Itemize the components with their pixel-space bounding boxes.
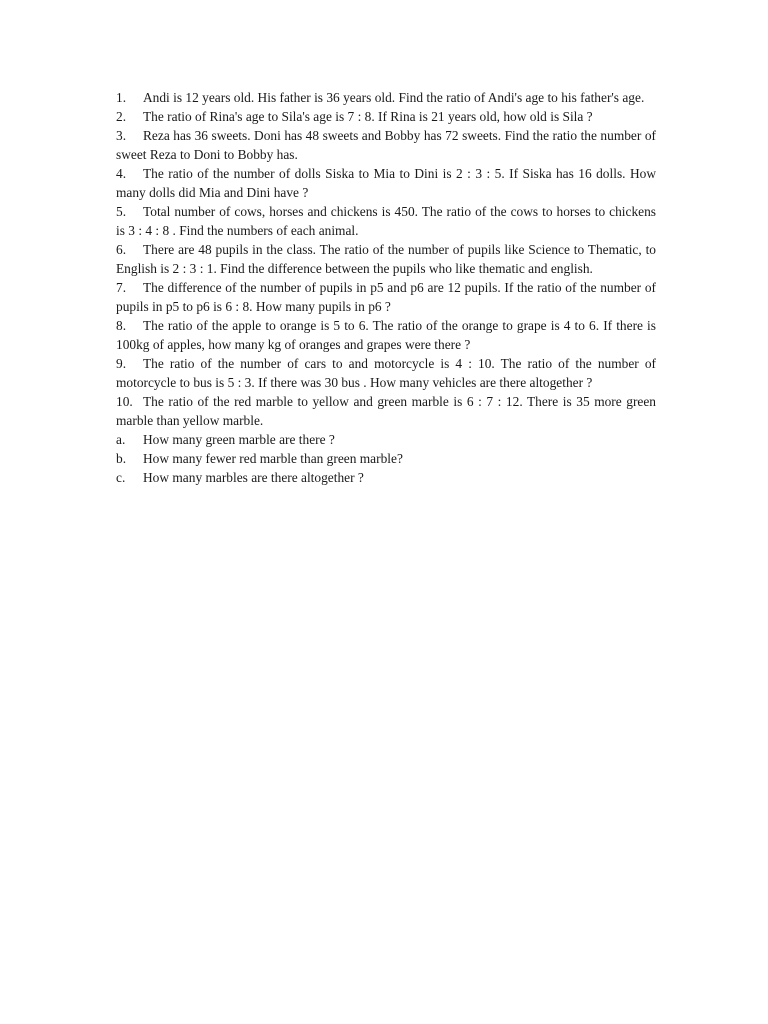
question-text: The difference of the number of pupils in p5 and p6 are 12 pupils. If the ratio of the number of pupils in p5 to p6 is 6 : 8. How many pupils in p6 ? bbox=[116, 280, 656, 314]
question-text: The ratio of the number of dolls Siska to Mia to Dini is 2 : 3 : 5. If Siska has 16 dolls. How many dolls did Mia and Dini have ? bbox=[116, 166, 656, 200]
question-list bbox=[116, 88, 656, 487]
question-text: How many fewer red marble than green marble? bbox=[143, 451, 403, 466]
question-text: How many marbles are there altogether ? bbox=[143, 470, 364, 485]
question-number: a. bbox=[116, 432, 126, 447]
question-number: 7. bbox=[116, 280, 127, 295]
question-2 bbox=[116, 107, 656, 126]
question-5 bbox=[116, 202, 656, 240]
question-number: 4. bbox=[116, 166, 127, 181]
question-text: There are 48 pupils in the class. The ratio of the number of pupils like Science to Thematic, to English is 2 : 3 : 1. Find the difference between the pupils who like thematic and english. bbox=[116, 242, 656, 276]
question-number: 8. bbox=[116, 318, 127, 333]
question-number: b. bbox=[116, 451, 127, 466]
sub-question-b bbox=[116, 449, 656, 468]
question-7 bbox=[116, 278, 656, 316]
question-number: 6. bbox=[116, 242, 127, 257]
sub-question-a bbox=[116, 430, 656, 449]
question-number: 5. bbox=[116, 204, 127, 219]
question-number: 9. bbox=[116, 356, 127, 371]
question-text: The ratio of the number of cars to and motorcycle is 4 : 10. The ratio of the number of motorcycle to bus is 5 : 3. If there was 30 bus . How many vehicles are there altogether ? bbox=[116, 356, 656, 390]
question-number: 2. bbox=[116, 109, 127, 124]
question-text: The ratio of the apple to orange is 5 to 6. The ratio of the orange to grape is 4 to 6. If there is 100kg of apples, how many kg of oranges and grapes were there ? bbox=[116, 318, 656, 352]
question-number: c. bbox=[116, 470, 126, 485]
question-text: Total number of cows, horses and chickens is 450. The ratio of the cows to horses to chickens is 3 : 4 : 8 . Find the numbers of each animal. bbox=[116, 204, 656, 238]
question-number: 10. bbox=[116, 394, 133, 409]
question-text: Andi is 12 years old. His father is 36 years old. Find the ratio of Andi's age to his father's age. bbox=[143, 90, 645, 105]
question-4 bbox=[116, 164, 656, 202]
question-number: 1. bbox=[116, 90, 127, 105]
question-3 bbox=[116, 126, 656, 164]
sub-question-c bbox=[116, 468, 656, 487]
question-text: The ratio of the red marble to yellow and green marble is 6 : 7 : 12. There is 35 more green marble than yellow marble. bbox=[116, 394, 656, 428]
question-text: Reza has 36 sweets. Doni has 48 sweets and Bobby has 72 sweets. Find the ratio the number of sweet Reza to Doni to Bobby has. bbox=[116, 128, 656, 162]
question-6 bbox=[116, 240, 656, 278]
question-10 bbox=[116, 392, 656, 430]
question-1 bbox=[116, 88, 656, 107]
question-text: The ratio of Rina's age to Sila's age is 7 : 8. If Rina is 21 years old, how old is Sila ? bbox=[143, 109, 593, 124]
question-text: How many green marble are there ? bbox=[143, 432, 335, 447]
question-number: 3. bbox=[116, 128, 127, 143]
question-8 bbox=[116, 316, 656, 354]
question-9 bbox=[116, 354, 656, 392]
